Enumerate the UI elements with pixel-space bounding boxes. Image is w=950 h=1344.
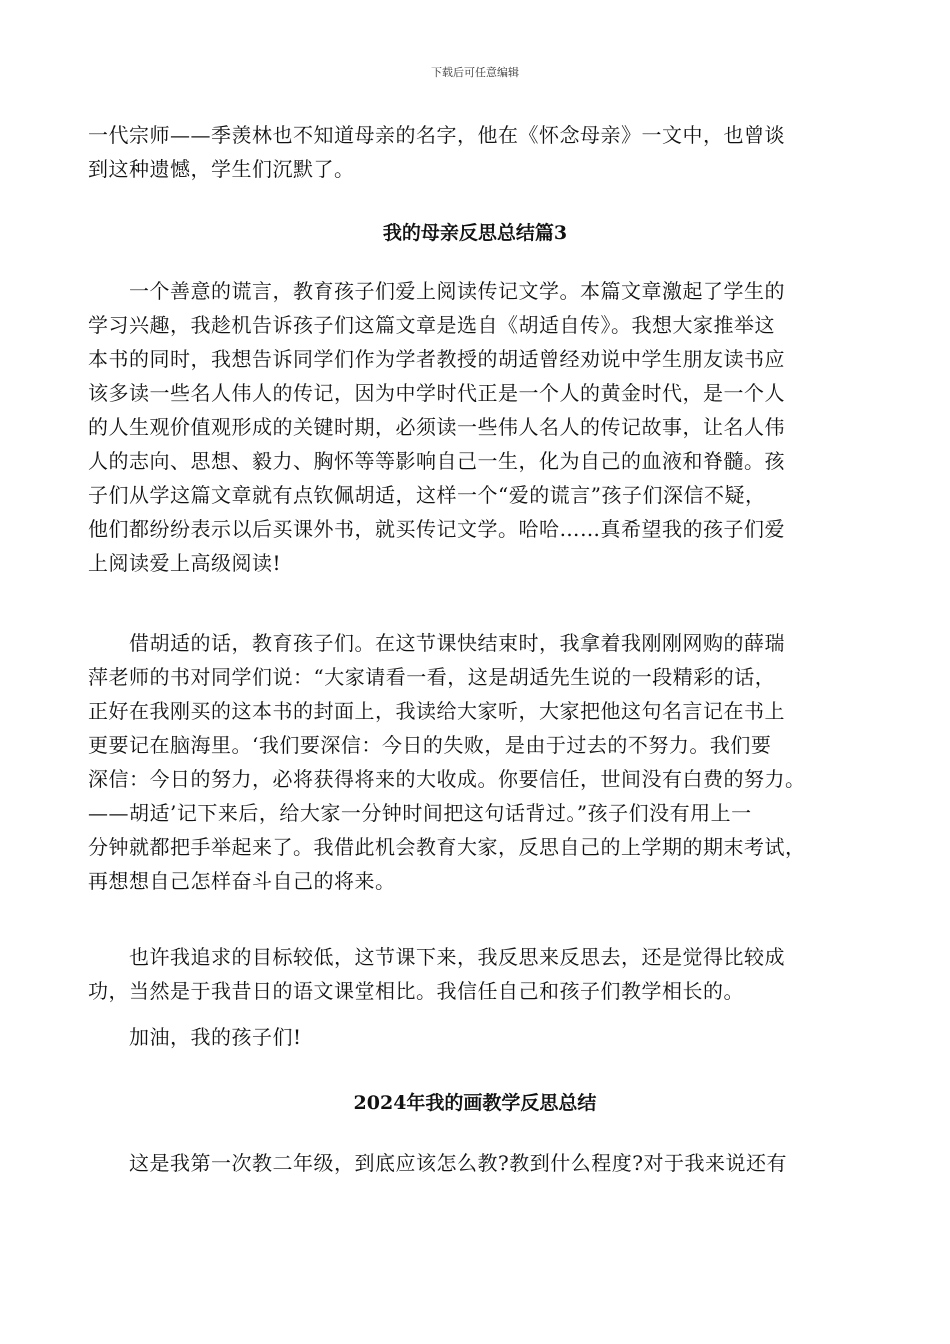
text-line: 功，当然是于我昔日的语文课堂相比。我信任自己和孩子们教学相长的。 (88, 979, 744, 1003)
text-line: 再想想自己怎样奋斗自己的将来。 (88, 869, 396, 893)
text-line: 到这种遗憾，学生们沉默了。 (88, 157, 355, 181)
text-line: 学习兴趣，我趁机告诉孩子们这篇文章是选自《胡适自传》。我想大家推举这 (88, 313, 775, 337)
text-line: 这是我第一次教二年级，到底应该怎么教?教到什么程度?对于我来说还有 (88, 1151, 787, 1175)
text-line: 子们从学这篇文章就有点钦佩胡适，这样一个“爱的谎言”孩子们深信不疑， (88, 483, 766, 507)
paragraph-2 (88, 626, 868, 898)
paragraph-2024-1 (88, 1146, 868, 1180)
text-line: 深信：今日的努力，必将获得将来的大收成。你要信任，世间没有白费的努力。 (88, 767, 806, 791)
text-line: 一个善意的谎言，教育孩子们爱上阅读传记文学。本篇文章激起了学生的 (88, 279, 785, 303)
text-line: 他们都纷纷表示以后买课外书，就买传记文学。哈哈……真希望我的孩子们爱 (88, 517, 785, 541)
text-line: 人的志向、思想、毅力、胸怀等等影响自己一生，化为自己的血液和脊髓。孩 (88, 449, 785, 473)
text-line: 的人生观价值观形成的关键时期，必须读一些伟人名人的传记故事，让名人伟 (88, 415, 785, 439)
text-line: 加油，我的孩子们! (88, 1025, 302, 1049)
text-line: ——胡适’记下来后，给大家一分钟时间把这句话背过。”孩子们没有用上一 (88, 801, 752, 825)
text-line: 该多读一些名人伟人的传记，因为中学时代正是一个人的黄金时代，是一个人 (88, 381, 785, 405)
text-line: 正好在我刚买的这本书的封面上，我读给大家听，大家把他这句名言记在书上 (88, 699, 785, 723)
paragraph-1 (88, 274, 868, 580)
text-line: 分钟就都把手举起来了。我借此机会教育大家，反思自己的上学期的期末考试， (88, 835, 806, 859)
text-line: 也许我追求的目标较低，这节课下来，我反思来反思去，还是觉得比较成 (88, 945, 785, 969)
text-line: 一代宗师——季羡林也不知道母亲的名字，他在《怀念母亲》一文中，也曾谈 (88, 123, 785, 147)
text-line: 借胡适的话，教育孩子们。在这节课快结束时，我拿着我刚刚网购的薛瑞 (88, 631, 785, 655)
text-line: 本书的同时，我想告诉同学们作为学者教授的胡适曾经劝说中学生朋友读书应 (88, 347, 785, 371)
paragraph-4 (88, 1020, 868, 1054)
text-line: 更要记在脑海里。‘我们要深信：今日的失败，是由于过去的不努力。我们要 (88, 733, 772, 757)
intro-paragraph (88, 118, 868, 186)
page-header: 下载后可任意编辑 (431, 66, 519, 79)
text-line: 上阅读爱上高级阅读! (88, 551, 282, 575)
text-line: 萍老师的书对同学们说：“大家请看一看，这是胡适先生说的一段精彩的话， (88, 665, 776, 689)
section-title-2024: 2024年我的画教学反思总结 (353, 1092, 597, 1114)
section-title: 我的母亲反思总结篇3 (382, 222, 568, 244)
paragraph-3 (88, 940, 868, 1008)
